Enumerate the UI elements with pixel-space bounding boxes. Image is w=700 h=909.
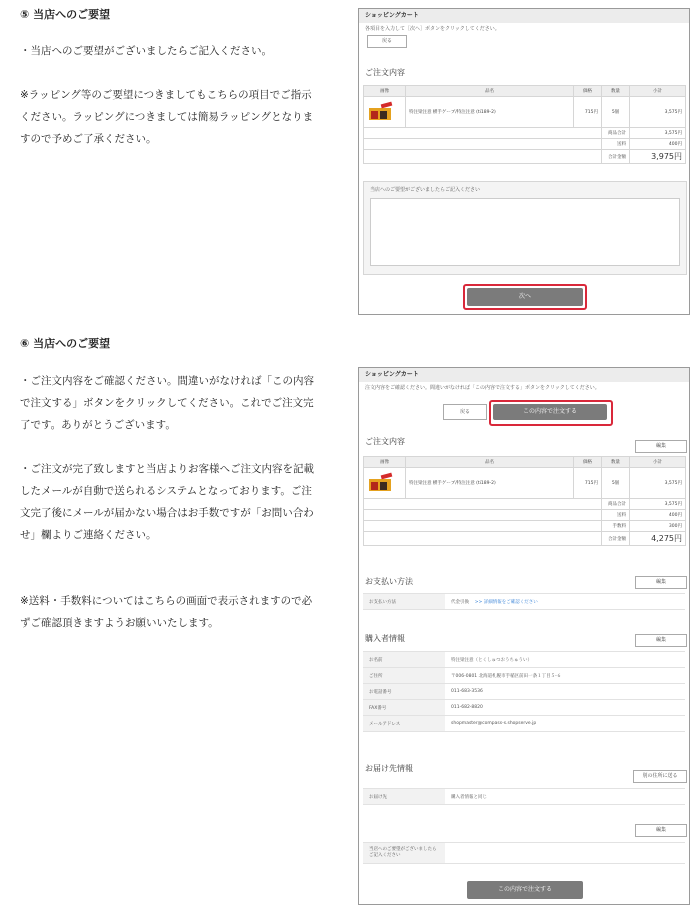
step6-instruction: 注文内容をご確認ください。間違いがなければ「この内容で注文する」ボタンをクリックしてください。 [365,385,600,391]
table-row [363,652,685,668]
col-price: 価格 [574,457,602,468]
step6-back-button[interactable]: 戻る [443,404,487,420]
buyer-value: 011-682-8820 [445,700,685,716]
step6-order-table [363,456,686,546]
col-price: 価格 [574,86,602,97]
send-other-address-button[interactable]: 別の住所に送る [633,770,687,783]
buyer-value: shopmaster@compass-s.shopserve.jp [445,716,685,732]
summary-value: 400円 [630,510,686,521]
col-image: 画像 [364,86,406,97]
buyer-heading: 購入者情報 [365,634,405,643]
buyer-value: 特注梁注意（とくしゅつおうちゅうい） [445,652,685,668]
step5-back-button[interactable]: 戻る [367,35,407,48]
table-row [363,716,685,732]
step5-instruction: 各項目を入力して［次へ］ボタンをクリックしてください。 [365,26,500,32]
buyer-value: 011-683-3536 [445,684,685,700]
step6-cart-panel [358,367,690,905]
step6-paragraph-3: ※送料・手数料についてはこちらの画面で表示されますので必ずご確認頂きますようお願いいたします。 [20,595,313,629]
step6-paragraph-1: ・ご注文内容をご確認ください。間違いがなければ「この内容で注文する」ボタンをクリックしてください。これでご注文完了です。ありがとうございます。 [20,375,314,431]
item-name: 特注梁注意 横手ゲーブ/特注注意 (ti189-2) [406,468,574,499]
edit-payment-button[interactable]: 編集 [635,576,687,589]
step5-order-heading: ご注文内容 [365,68,405,77]
item-qty: 5個 [602,468,630,499]
payment-heading: お支払い方法 [365,577,413,586]
step6-cart-header: ショッピングカート [359,368,689,382]
summary-label: 手数料 [602,521,630,532]
payment-table [363,593,685,610]
product-image [367,102,393,122]
col-qty: 数量 [602,457,630,468]
item-price: 715円 [574,468,602,499]
submit-order-button-bottom[interactable]: この内容で注文する [467,881,583,899]
col-name: 品名 [406,457,574,468]
summary-value: 3,575円 [630,128,686,139]
summary-label: 商品合計 [602,128,630,139]
buyer-label: ご住所 [363,668,445,684]
table-row [364,97,686,128]
table-row [363,700,685,716]
delivery-table [363,788,685,805]
summary-label: 合計金額 [602,532,630,546]
step5-paragraph-2: ※ラッピング等のご要望につきましてもこちらの項目でご指示ください。ラッピングにつきましては簡易ラッピングとなりますので予めご了承ください。 [20,89,314,145]
step5-request-box [363,181,687,275]
request-label: 当店へのご要望がございましたらご記入ください [363,843,445,864]
buyer-label: お名前 [363,652,445,668]
col-subtotal: 小計 [630,457,686,468]
col-qty: 数量 [602,86,630,97]
request-textarea[interactable] [370,198,680,266]
delivery-heading: お届け先情報 [365,764,413,773]
payment-label: お支払い方法 [363,594,445,610]
buyer-label: お電話番号 [363,684,445,700]
summary-label: 送料 [602,139,630,150]
delivery-value: 購入者情報と同じ [445,789,685,805]
step5-paragraph-1: ・当店へのご要望がございましたらご記入ください。 [20,45,272,57]
item-subtotal: 3,575円 [630,97,686,128]
summary-label: 送料 [602,510,630,521]
buyer-label: FAX番号 [363,700,445,716]
item-price: 715円 [574,97,602,128]
step6-title: ⑥ 当店へのご要望 [20,337,111,350]
summary-label: 商品合計 [602,499,630,510]
payment-details-link[interactable]: >> 詳細情報をご確認ください [474,599,538,605]
edit-request-button[interactable]: 編集 [635,824,687,837]
step6-order-heading: ご注文内容 [365,437,405,446]
buyer-table [363,651,685,732]
next-button[interactable]: 次へ [467,288,583,306]
col-subtotal: 小計 [630,86,686,97]
item-name: 特注梁注意 横手ゲーブ/特注注意 (ti189-2) [406,97,574,128]
request-table [363,842,685,864]
submit-order-button-top[interactable]: この内容で注文する [493,404,607,420]
table-row [363,684,685,700]
edit-buyer-button[interactable]: 編集 [635,634,687,647]
table-row [364,468,686,499]
summary-value: 400円 [630,139,686,150]
buyer-label: メールアドレス [363,716,445,732]
request-label: 当店へのご要望がございましたらご記入ください [370,187,481,193]
buyer-value: 〒006-0801 北海道札幌市手稲区前田一条１丁目５-６ [445,668,685,684]
step5-cart-panel [358,8,690,315]
summary-label: 合計金額 [602,150,630,164]
total-value: 4,275円 [630,532,686,546]
step5-title: ⑤ 当店へのご要望 [20,8,111,21]
delivery-label: お届け先 [363,789,445,805]
col-name: 品名 [406,86,574,97]
item-qty: 5個 [602,97,630,128]
col-image: 画像 [364,457,406,468]
total-value: 3,975円 [630,150,686,164]
table-row [363,668,685,684]
product-image [367,473,393,493]
item-subtotal: 3,575円 [630,468,686,499]
step5-cart-header: ショッピングカート [359,9,689,23]
edit-order-button[interactable]: 編集 [635,440,687,453]
step6-paragraph-2: ・ご注文が完了致しますと当店よりお客様へご注文内容を記載したメールが自動で送られるシステムとなっております。ご注文完了後にメールが届かない場合はお手数ですが「お問い合わせ」欄よりご連絡ください。 [20,463,314,541]
step5-order-table [363,85,686,164]
summary-value: 3,575円 [630,499,686,510]
summary-value: 300円 [630,521,686,532]
payment-value: 代金引換 [451,599,469,605]
